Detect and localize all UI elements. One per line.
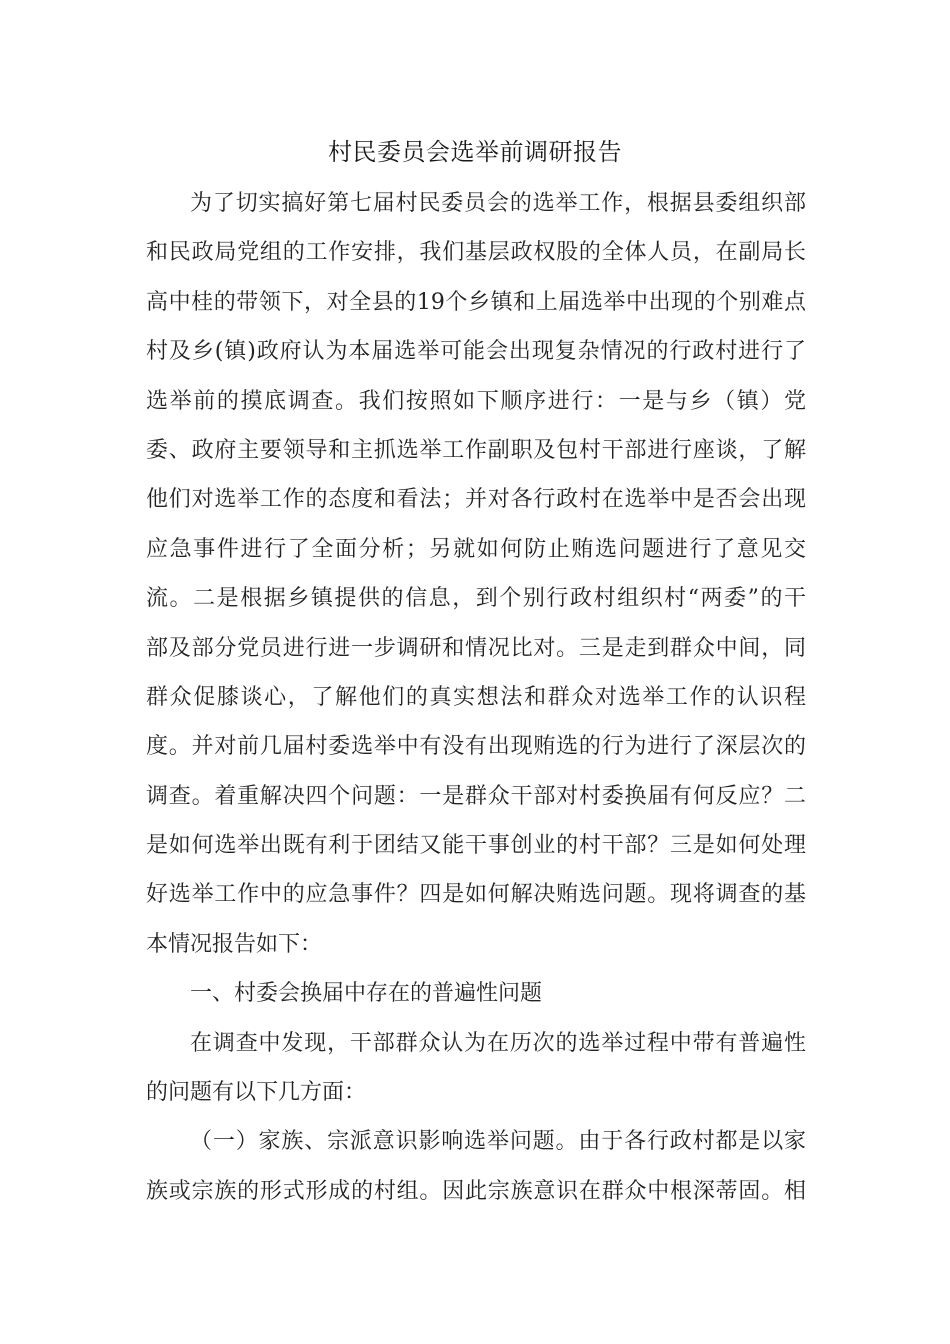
text-line: 群众促膝谈心，了解他们的真实想法和群众对选举工作的认识程 xyxy=(146,684,806,710)
text-line: 选举前的摸底调查。我们按照如下顺序进行：一是与乡（镇）党 xyxy=(146,388,806,414)
text-line: 族或宗族的形式形成的村组。因此宗族意识在群众中根深蒂固。相 xyxy=(146,1178,806,1204)
text-line: 好选举工作中的应急事件？四是如何解决贿选问题。现将调查的基 xyxy=(146,882,806,908)
text-line: 和民政局党组的工作安排，我们基层政权股的全体人员，在副局长 xyxy=(146,240,806,266)
text-line: 为了切实搞好第七届村民委员会的选举工作，根据县委组织部 xyxy=(190,191,806,216)
text-line: 高中桂的带领下，对全县的19个乡镇和上届选举中出现的个别难点 xyxy=(146,289,806,315)
text-line: 一、村委会换届中存在的普遍性问题 xyxy=(190,981,543,1007)
text-line: 流。二是根据乡镇提供的信息，到个别行政村组织村“两委”的干 xyxy=(146,586,806,612)
document-title: 村民委员会选举前调研报告 xyxy=(328,138,622,166)
text-line: 他们对选举工作的态度和看法；并对各行政村在选举中是否会出现 xyxy=(146,487,806,513)
text-line: 村及乡(镇)政府认为本届选举可能会出现复杂情况的行政村进行了 xyxy=(146,339,806,365)
text-line: 是如何选举出既有利于团结又能干事创业的村干部？三是如何处理 xyxy=(146,833,806,859)
text-line: 度。并对前几届村委选举中有没有出现贿选的行为进行了深层次的 xyxy=(146,734,806,760)
text-line: 的问题有以下几方面： xyxy=(146,1080,367,1106)
text-line: （一）家族、宗派意识影响选举问题。由于各行政村都是以家 xyxy=(190,1129,806,1155)
document-body xyxy=(146,179,806,1216)
text-line: 委、政府主要领导和主抓选举工作副职及包村干部进行座谈，了解 xyxy=(146,437,806,463)
text-line: 调查。着重解决四个问题：一是群众干部对村委换届有何反应？二 xyxy=(146,783,806,809)
text-line: 部及部分党员进行进一步调研和情况比对。三是走到群众中间，同 xyxy=(146,635,806,661)
text-line: 应急事件进行了全面分析；另就如何防止贿选问题进行了意见交 xyxy=(146,536,806,562)
text-line: 本情况报告如下： xyxy=(146,931,323,957)
text-line: 在调查中发现，干部群众认为在历次的选举过程中带有普遍性 xyxy=(190,1030,806,1056)
